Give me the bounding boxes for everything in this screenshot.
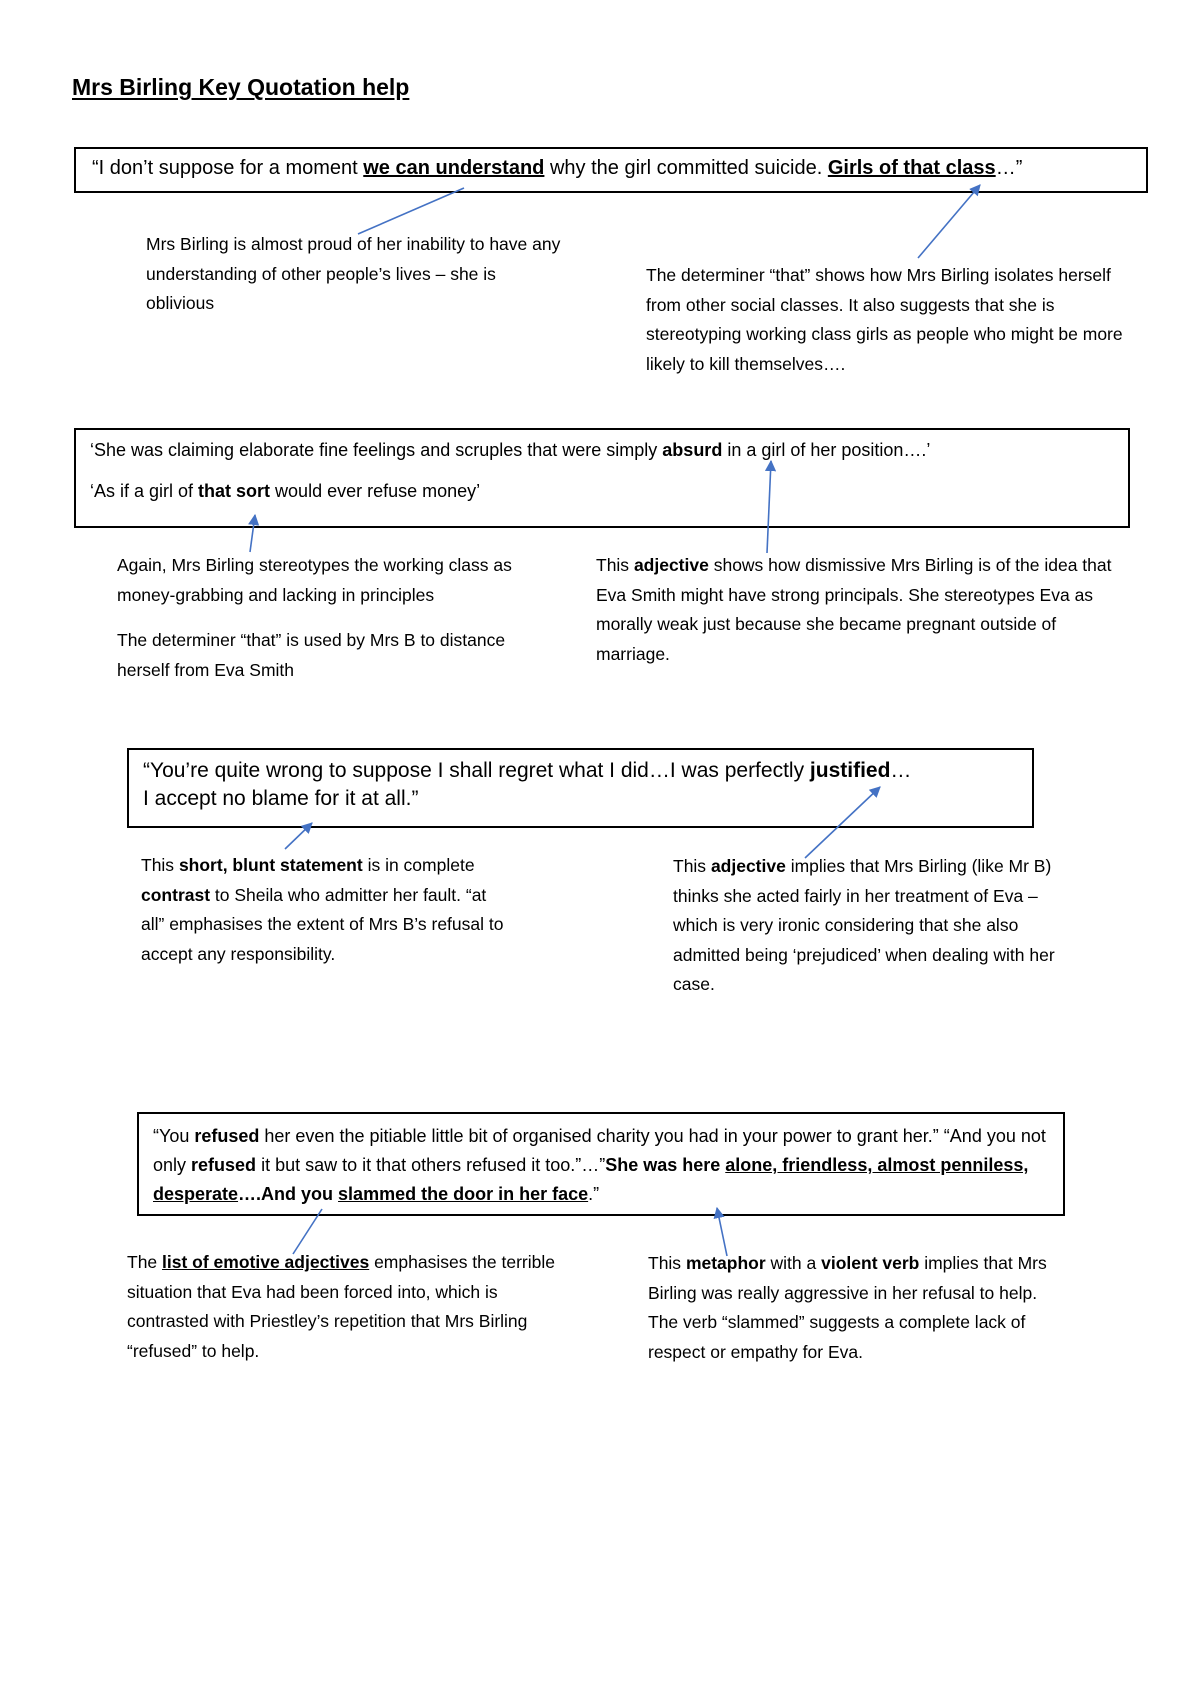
quote-4-emphasis-slammed: slammed the door in her face bbox=[338, 1184, 589, 1204]
note-absurd-adjective: This adjective shows how dismissive Mrs Birling is of the idea that Eva Smith might have strong principals. She stereotypes Eva as morally weak just because she became pregnant outside of marriage. bbox=[596, 555, 1112, 664]
quote-3-emphasis-justified: justified bbox=[809, 759, 891, 782]
quote-2-emphasis-absurd: absurd bbox=[662, 440, 723, 460]
quote-2-line-2: ‘As if a girl of that sort would ever refuse money’ bbox=[90, 481, 481, 501]
quote-3-line-1: “You’re quite wrong to suppose I shall regret what I did…I was perfectly justified… bbox=[143, 759, 912, 782]
note-oblivious: Mrs Birling is almost proud of her inability to have any understanding of other people’s lives – she is oblivious bbox=[146, 234, 561, 313]
arrow-line-2 bbox=[918, 185, 980, 258]
quote-1-text: “I don’t suppose for a moment we can understand why the girl committed suicide. Girls of that class…” bbox=[92, 157, 1023, 179]
quote-2-emphasis-that-sort: that sort bbox=[198, 481, 271, 501]
note-determiner-that: The determiner “that” shows how Mrs Birling isolates herself from other social classes. It also suggests that she is stereotyping working class girls as people who might be more likely to kill themselves…. bbox=[646, 265, 1123, 374]
quote-1-emphasis-understand: we can understand bbox=[363, 157, 545, 179]
quote-2-line-1: ‘She was claiming elaborate fine feelings and scruples that were simply absurd in a girl of her position….’ bbox=[90, 440, 931, 460]
arrow-line-5 bbox=[285, 823, 312, 849]
arrow-line-7 bbox=[293, 1209, 322, 1254]
arrow-line-8 bbox=[717, 1208, 727, 1256]
note-emotive-adjectives: The list of emotive adjectives emphasises the terrible situation that Eva had been forced into, which is contrasted with Priestley’s repetition that Mrs Birling “refused” to help. bbox=[127, 1252, 555, 1361]
note-metaphor: This metaphor with a violent verb implies that Mrs Birling was really aggressive in her refusal to help. The verb “slammed” suggests a complete lack of respect or empathy for Eva. bbox=[648, 1253, 1047, 1362]
arrow-line-4 bbox=[767, 461, 771, 553]
quote-4-text: “You refused her even the pitiable little bit of organised charity you had in your power to grant her.” “And you not only refused it but saw to it that others refused it too.”…”She was here alone, friendless, almost penniless, desperate….And you slammed the door in her face.” bbox=[153, 1126, 1046, 1204]
note-stereotypes: Again, Mrs Birling stereotypes the working class as money-grabbing and lacking in principles The determiner “that” is used by Mrs B to distance herself from Eva Smith bbox=[117, 555, 512, 680]
arrow-line-1 bbox=[358, 188, 464, 234]
arrow-line-6 bbox=[805, 787, 880, 858]
quote-1-emphasis-class: Girls of that class bbox=[827, 157, 996, 179]
arrow-line-3 bbox=[250, 515, 255, 552]
page-title: Mrs Birling Key Quotation help bbox=[72, 74, 410, 100]
quote-4-emphasis-adjectives: alone, friendless, almost penniless, desperate bbox=[153, 1155, 1029, 1204]
note-blunt-statement: This short, blunt statement is in complete contrast to Sheila who admitter her fault. “at all” emphasises the extent of Mrs B’s refusal to accept any responsibility. bbox=[141, 855, 504, 964]
note-justified-adjective: This adjective implies that Mrs Birling (like Mr B) thinks she acted fairly in her treatment of Eva – which is very ironic considering that she also admitted being ‘prejudiced’ when dealing with her case. bbox=[673, 856, 1055, 994]
quote-3-line-2: I accept no blame for it at all.” bbox=[143, 787, 419, 810]
